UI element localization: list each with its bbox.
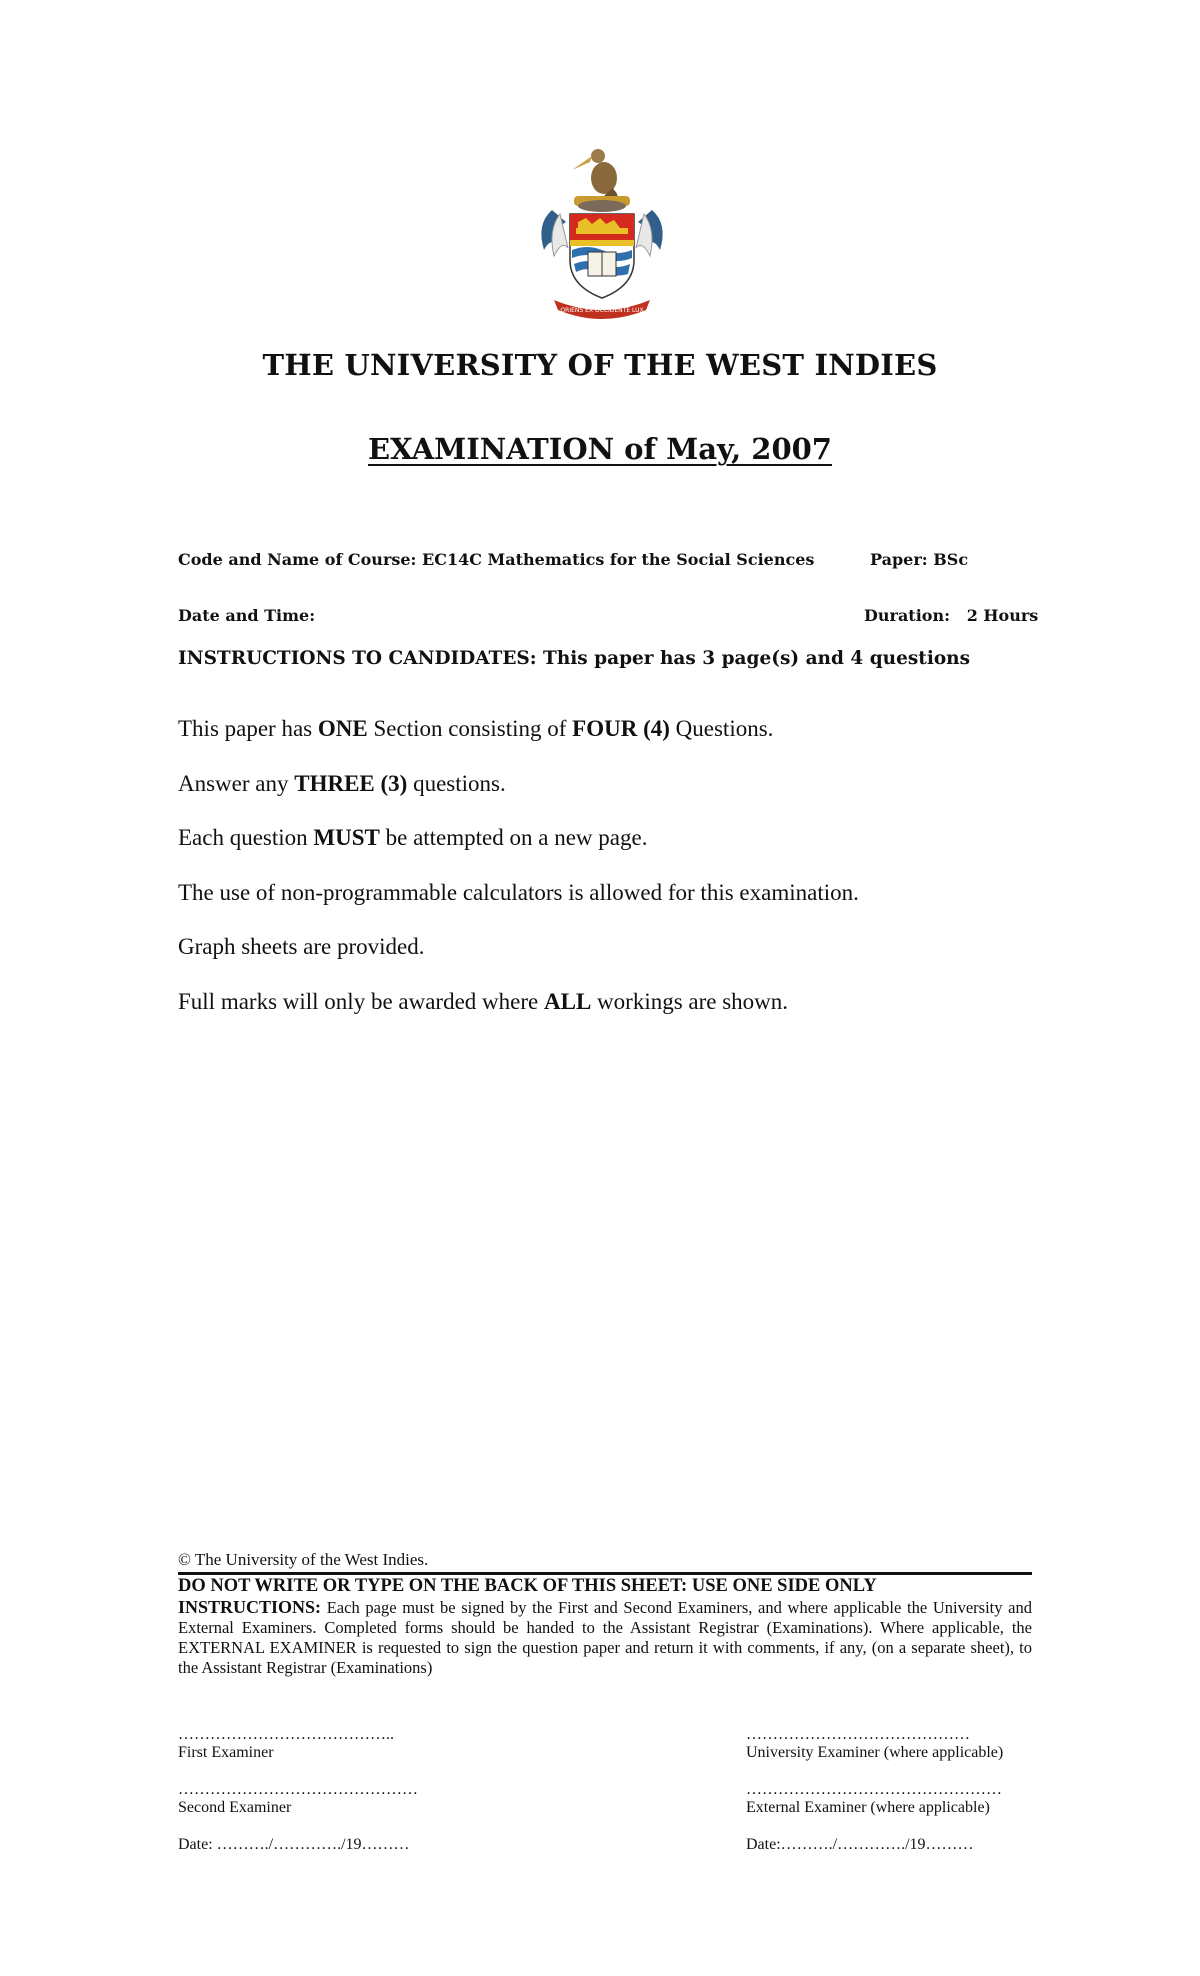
rule-new-page: Each question MUST be attempted on a new page.: [178, 825, 648, 850]
university-examiner-signature: …………………………………… University Examiner (where applicable): [746, 1726, 1004, 1761]
university-crest-logo: [532, 140, 672, 320]
instructions-heading: INSTRUCTIONS TO CANDIDATES: This paper has 3 page(s) and 4 questions: [178, 648, 971, 669]
rule-workings: Full marks will only be awarded where ALL workings are shown.: [178, 988, 789, 1014]
duration: Duration: 2 Hours: [864, 606, 1039, 625]
date-right: Date:………./…………./19………: [746, 1836, 974, 1853]
paper-type: Paper: BSc: [870, 550, 969, 569]
footer: [178, 1550, 1032, 1678]
rule-graph-sheets: Graph sheets are provided.: [178, 934, 425, 959]
one-side-warning: DO NOT WRITE OR TYPE ON THE BACK OF THIS SHEET: USE ONE SIDE ONLY: [178, 1576, 877, 1596]
rule-sections: This paper has ONE Section consisting of FOUR (4) Questions.: [178, 716, 774, 741]
date-time-label: Date and Time:: [178, 606, 316, 625]
date-left: Date: ………./…………./19………: [178, 1836, 410, 1853]
external-examiner-signature: ………………………………………… External Examiner (where applicable): [746, 1781, 1002, 1816]
university-title: THE UNIVERSITY OF THE WEST INDIES: [262, 348, 938, 382]
first-examiner-signature: ………………………………….. First Examiner: [178, 1726, 394, 1761]
examiner-instructions: INSTRUCTIONS: Each page must be signed by the First and Second Examiners, and where applicable the University and External Examiners. Completed forms should be handed to the Assistant Registrar (Examinations). Where applicable, the EXTERNAL EXAMINER is requested to sign the question paper and return it with comments, if any, (on a separate sheet), to the Assistant Registrar (Examinations): [178, 1597, 1032, 1677]
candidate-rules: [178, 716, 859, 1043]
course-code-name: Code and Name of Course: EC14C Mathematics for the Social Sciences: [178, 550, 815, 569]
rule-calculators: The use of non-programmable calculators is allowed for this examination.: [178, 879, 859, 905]
exam-title: EXAMINATION of May, 2007: [368, 432, 832, 466]
second-examiner-signature: ……………………………………… Second Examiner: [178, 1781, 418, 1816]
svg-text:ORIENS EX OCCIDENTE LUX: ORIENS EX OCCIDENTE LUX: [560, 307, 644, 314]
rule-answer-count: Answer any THREE (3) questions.: [178, 770, 506, 796]
copyright: © The University of the West Indies.: [178, 1550, 429, 1569]
